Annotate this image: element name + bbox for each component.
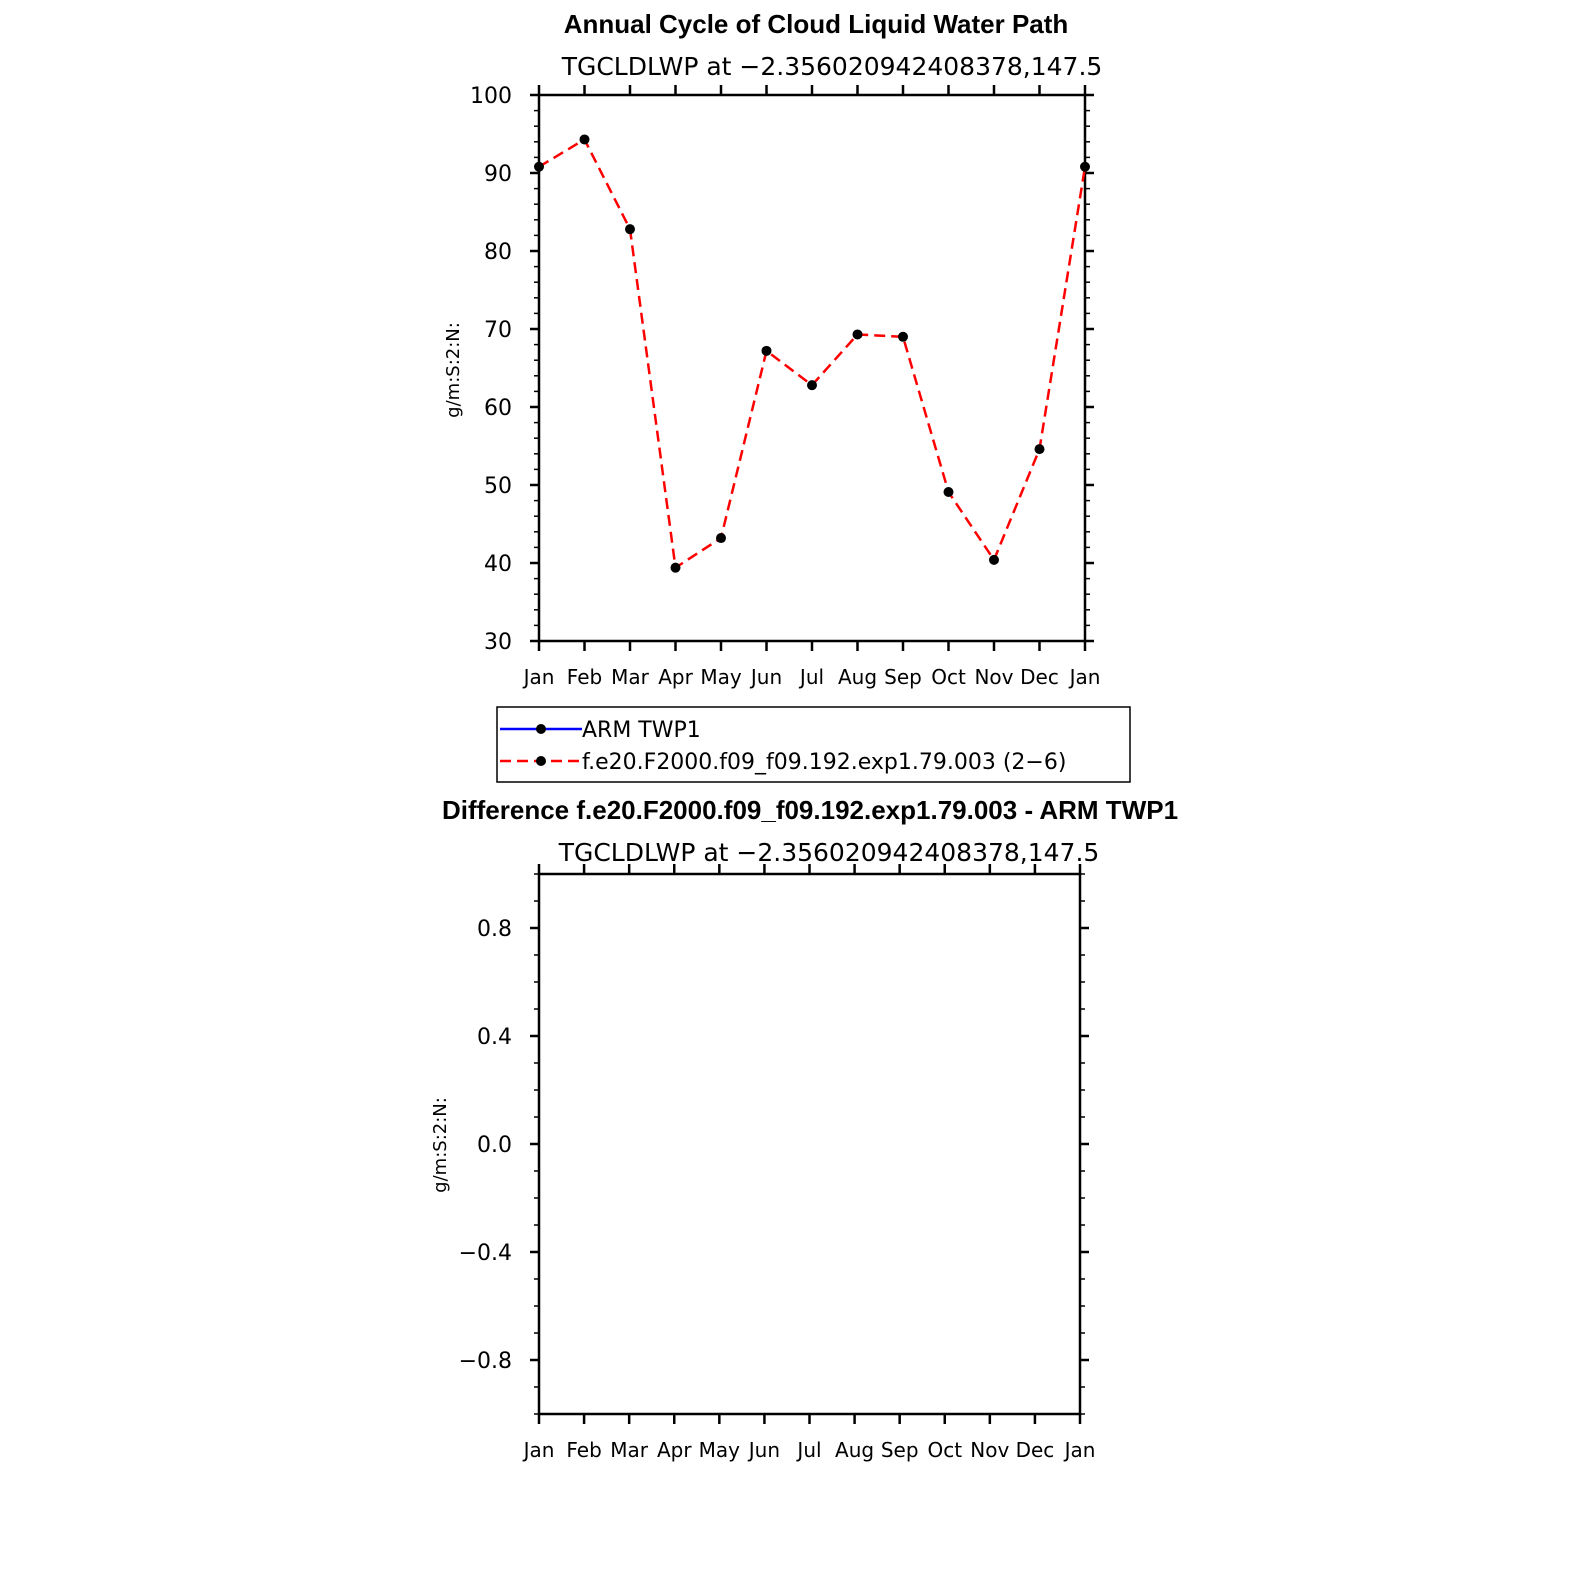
x-tick-label: Oct: [931, 665, 966, 689]
y-tick-label: 60: [484, 396, 512, 421]
x-tick-label: Jul: [797, 1438, 822, 1462]
y-tick-label: 70: [484, 318, 512, 343]
x-tick-label: Oct: [927, 1438, 963, 1462]
y-tick-label: 0.0: [477, 1133, 512, 1158]
data-point: [625, 224, 635, 234]
top-chart-title: Annual Cycle of Cloud Liquid Water Path: [563, 9, 1069, 39]
x-tick-label: Nov: [970, 1438, 1010, 1462]
top-plot-area: [470, 84, 1100, 689]
x-tick-label: Aug: [835, 1438, 875, 1462]
top-chart-subtitle: TGCLDLWP at −2.356020942408378,147.5: [561, 52, 1103, 81]
x-tick-label: Jul: [799, 665, 825, 689]
data-point: [671, 563, 681, 573]
x-tick-label: Sep: [884, 665, 922, 689]
legend-label-arm-twp1: ARM TWP1: [582, 718, 701, 743]
x-tick-label: Jun: [748, 1438, 781, 1462]
x-tick-label: Jan: [1064, 1438, 1096, 1462]
x-tick-label: Feb: [566, 665, 603, 689]
bottom-chart-subtitle: TGCLDLWP at −2.356020942408378,147.5: [558, 838, 1100, 867]
data-point: [807, 380, 817, 390]
data-point: [898, 332, 908, 342]
x-tick-label: Sep: [880, 1438, 919, 1462]
top-y-axis-label: g/m:S:2:N:: [443, 322, 464, 418]
data-point: [1080, 162, 1090, 172]
x-tick-label: Dec: [1020, 665, 1059, 689]
plot-frame: [539, 95, 1085, 641]
x-tick-label: Nov: [974, 665, 1014, 689]
legend-marker-model: [536, 756, 546, 766]
legend-label-model: f.e20.F2000.f09_f09.192.exp1.79.003 (2−6): [582, 750, 1067, 775]
y-tick-label: 100: [470, 84, 512, 109]
x-tick-label: Feb: [566, 1438, 602, 1462]
x-tick-label: May: [700, 665, 742, 689]
x-tick-label: May: [698, 1438, 741, 1462]
data-point: [989, 555, 999, 565]
series-line: [539, 139, 1085, 567]
legend-marker-arm-twp1: [536, 724, 546, 734]
data-point: [762, 346, 772, 356]
y-tick-label: −0.4: [458, 1241, 512, 1266]
x-tick-label: Jan: [523, 1438, 555, 1462]
legend: [497, 707, 1130, 782]
x-tick-label: Dec: [1015, 1438, 1055, 1462]
data-point: [716, 533, 726, 543]
y-tick-label: 30: [484, 630, 512, 655]
y-tick-label: 40: [484, 552, 512, 577]
x-tick-label: Jan: [1069, 665, 1101, 689]
y-tick-label: −0.8: [458, 1349, 512, 1374]
x-tick-label: Jun: [750, 665, 783, 689]
bottom-y-axis-label: g/m:S:2:N:: [430, 1097, 451, 1193]
data-point: [944, 487, 954, 497]
y-tick-label: 0.8: [477, 917, 512, 942]
data-point: [1035, 444, 1045, 454]
legend-entry-model: [500, 750, 1066, 775]
annual-cycle-panel: [443, 9, 1130, 782]
bottom-plot-area: [459, 864, 1096, 1462]
y-tick-label: 80: [484, 240, 512, 265]
x-tick-label: Apr: [656, 1438, 692, 1462]
x-tick-label: Apr: [658, 665, 693, 689]
y-tick-label: 50: [484, 474, 512, 499]
difference-panel: [430, 795, 1178, 1462]
bottom-chart-title: Difference f.e20.F2000.f09_f09.192.exp1.79.003 - ARM TWP1: [441, 795, 1179, 825]
data-point: [853, 329, 863, 339]
data-point: [580, 134, 590, 144]
x-tick-label: Mar: [611, 665, 649, 689]
x-tick-label: Jan: [523, 665, 555, 689]
x-tick-label: Mar: [610, 1438, 649, 1462]
data-point: [534, 162, 544, 172]
x-tick-label: Aug: [837, 665, 878, 689]
y-tick-label: 0.4: [477, 1025, 512, 1050]
plot-frame: [539, 874, 1080, 1414]
y-tick-label: 90: [484, 162, 512, 187]
